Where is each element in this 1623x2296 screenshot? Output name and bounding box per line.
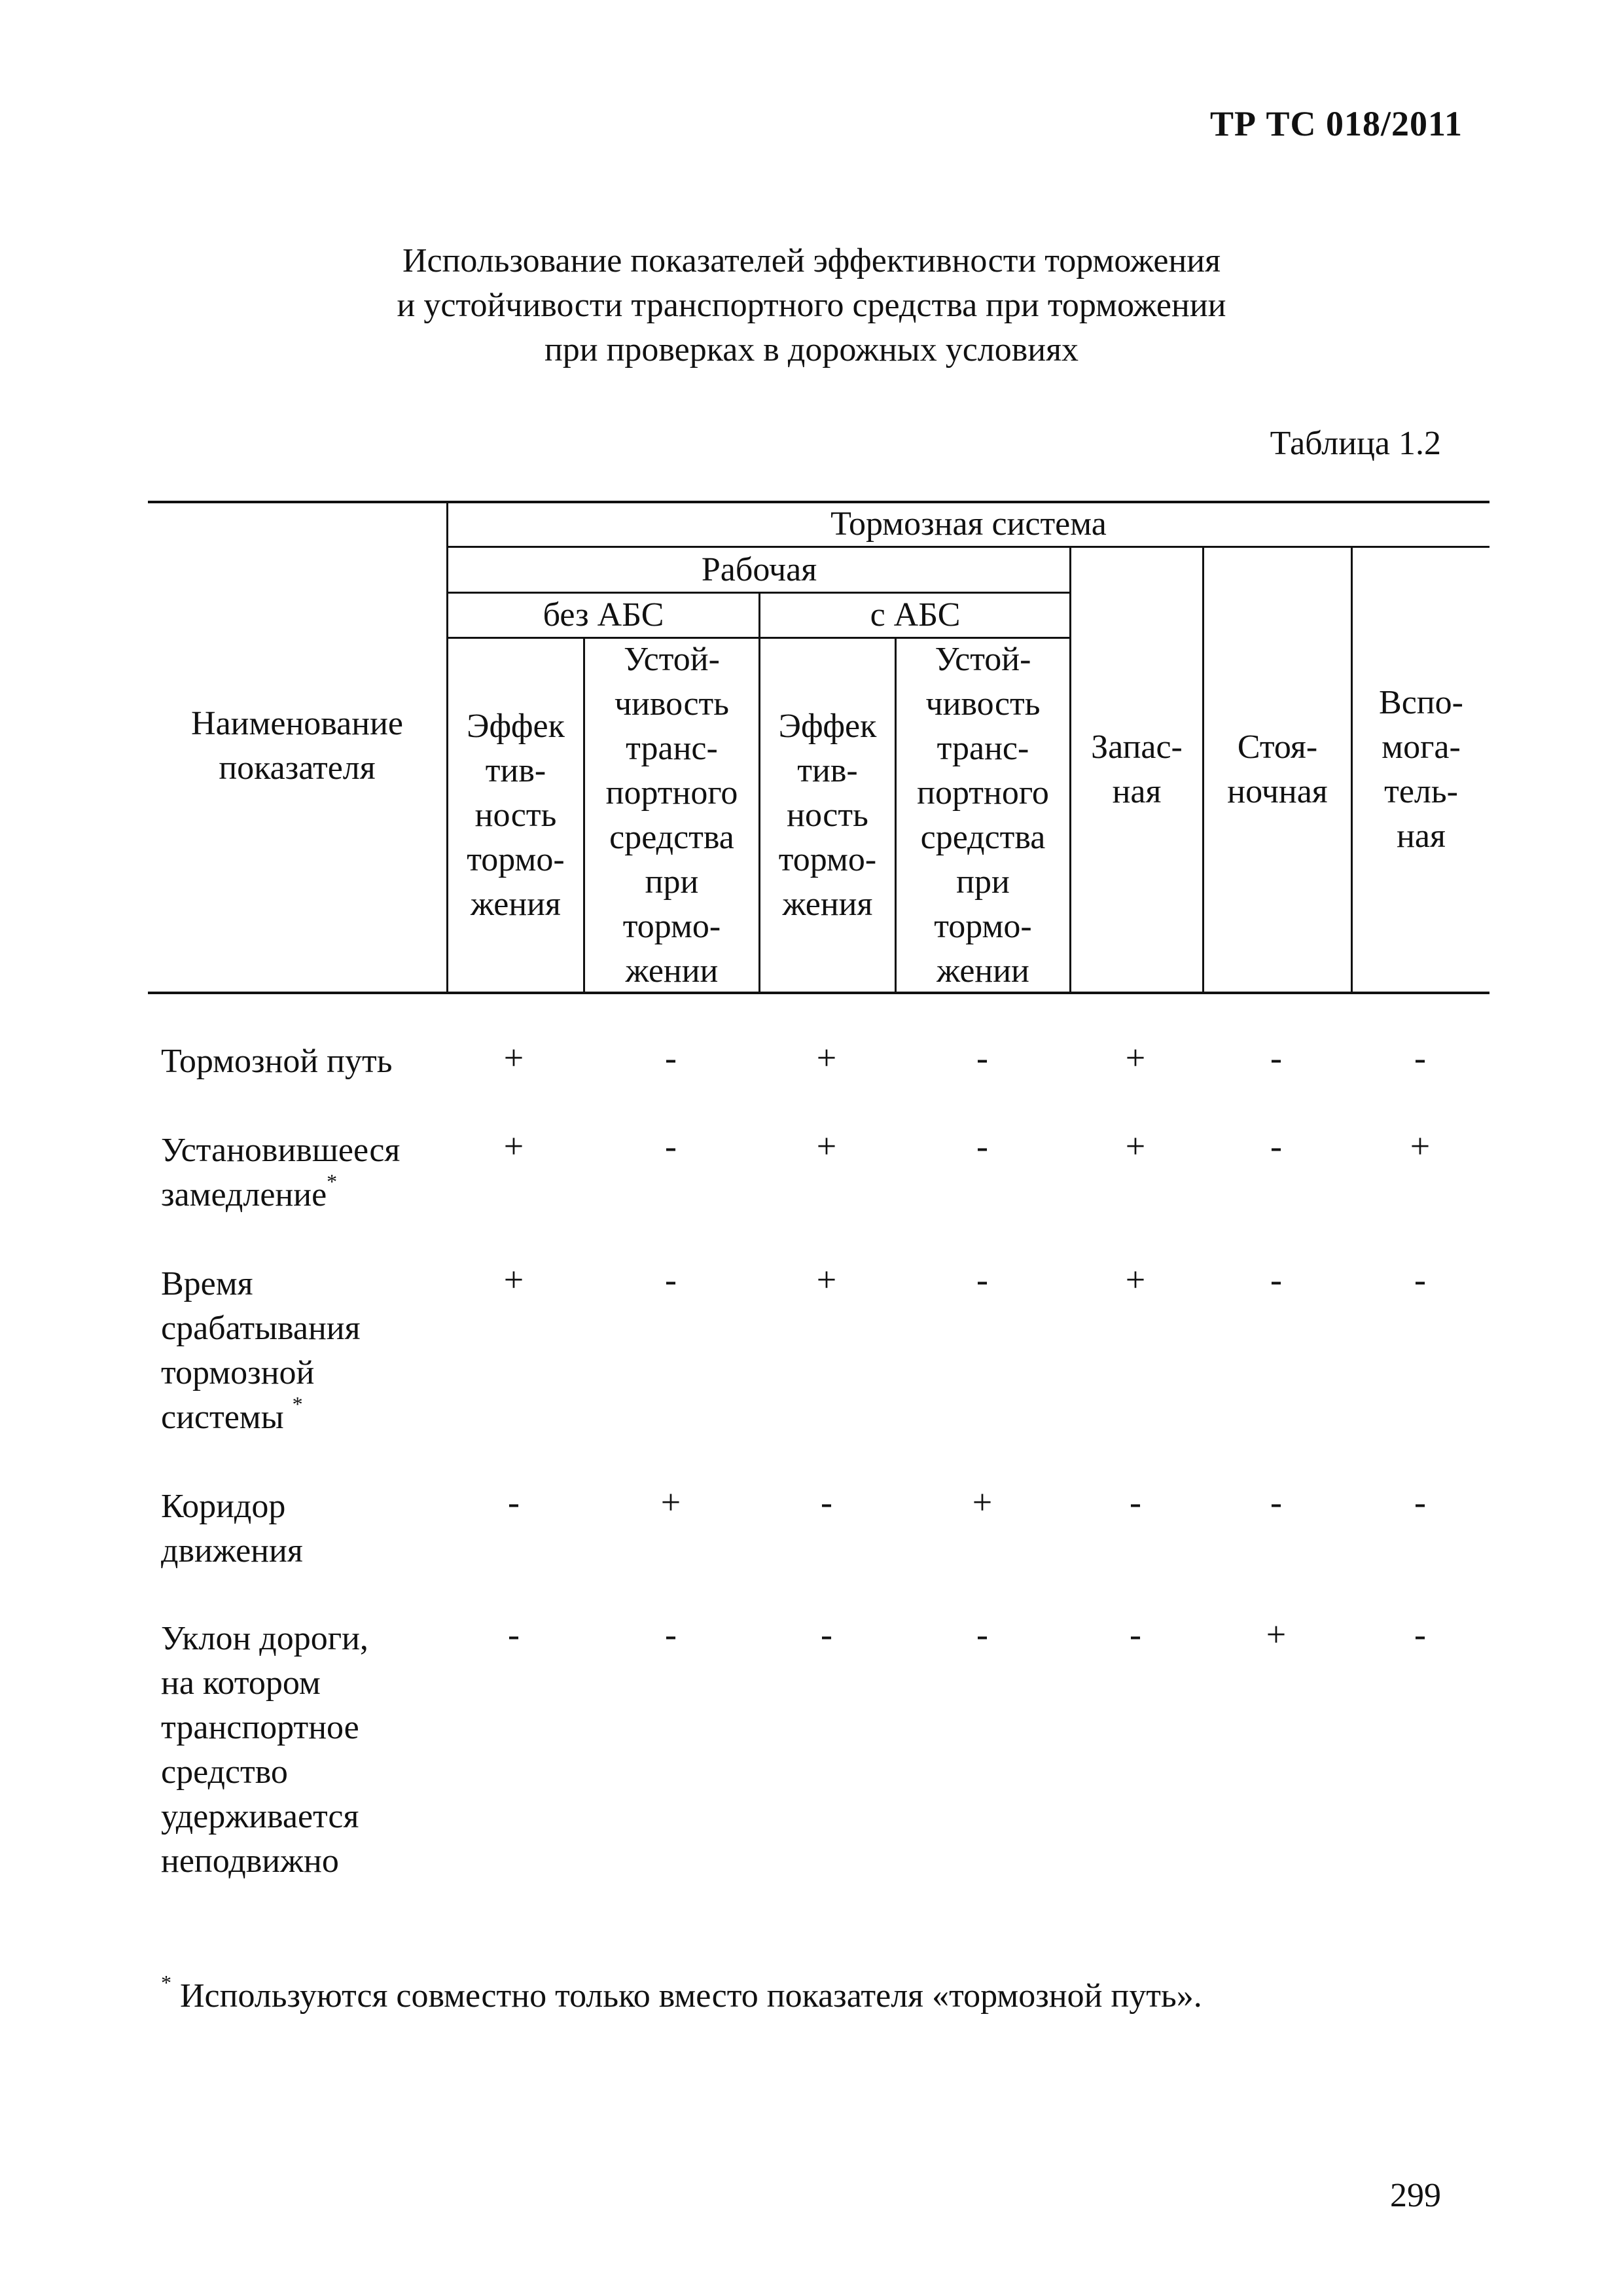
cell-value: -	[1130, 1482, 1141, 1522]
header-indicator-name: Наименование показателя	[191, 705, 403, 787]
cell-value: +	[816, 1260, 837, 1299]
header-working: Рабочая	[701, 550, 817, 588]
cell-value: +	[503, 1126, 524, 1166]
document-code: ТР ТС 018/2011	[1209, 104, 1463, 143]
cell-value: -	[976, 1126, 988, 1166]
cell-value: -	[821, 1615, 832, 1654]
cell-value: -	[1130, 1615, 1141, 1654]
page-number: 299	[1390, 2177, 1441, 2214]
header-efficiency-with-abs: Эффек тив- ность тормо- жения	[778, 707, 877, 923]
footnote-mark: *	[161, 1971, 171, 1994]
row-label-braking-distance: Тормозной путь	[161, 1043, 393, 1080]
row-label-road-slope: Уклон дороги, на котором транспортное средство удерживается неподвижно	[161, 1620, 368, 1880]
header-no-abs: без АБС	[543, 596, 664, 634]
footnote-ref: *	[327, 1170, 338, 1193]
title-line: Использование показателей эффективности торможения	[402, 242, 1221, 279]
table-header-bottom-rule	[148, 992, 1489, 994]
row-label-steady-deceleration: Установившееся замедление*	[161, 1132, 401, 1213]
cell-value: -	[508, 1615, 520, 1654]
cell-value: +	[503, 1038, 524, 1077]
cell-value: +	[972, 1482, 993, 1522]
cell-value: +	[816, 1126, 837, 1166]
cell-value: -	[665, 1126, 677, 1166]
table-label: Таблица 1.2	[1270, 425, 1441, 462]
row-label-response-time: Время срабатывания тормозной системы *	[161, 1265, 361, 1436]
cell-value: +	[503, 1260, 524, 1299]
header-with-abs: с АБС	[870, 596, 961, 634]
cell-value: -	[1270, 1038, 1282, 1077]
cell-value: +	[1125, 1260, 1146, 1299]
cell-value: -	[976, 1038, 988, 1077]
cell-value: -	[976, 1615, 988, 1654]
header-stability-no-abs: Устой- чивость транс- портного средства при тормо- жении	[605, 640, 738, 990]
row-label-traffic-corridor: Коридор движения	[161, 1488, 303, 1570]
cell-value: +	[660, 1482, 681, 1522]
cell-value: -	[508, 1482, 520, 1522]
title-line: и устойчивости транспортного средства при торможении	[397, 287, 1226, 324]
cell-value: -	[1414, 1482, 1426, 1522]
cell-value: -	[976, 1260, 988, 1299]
cell-value: -	[821, 1482, 832, 1522]
footnote	[161, 1971, 1202, 2015]
cell-value: +	[1266, 1615, 1287, 1654]
header-auxiliary: Вспо- мога- тель- ная	[1379, 684, 1463, 855]
section-title	[0, 239, 1623, 372]
footnote-ref: *	[292, 1392, 303, 1416]
cell-value: -	[1414, 1260, 1426, 1299]
cell-value: -	[1270, 1126, 1282, 1166]
footnote-text: Используются совместно только вместо показателя «тормозной путь».	[171, 1977, 1202, 2015]
cell-value: +	[816, 1038, 837, 1077]
cell-value: -	[665, 1260, 677, 1299]
cell-value: -	[665, 1038, 677, 1077]
header-parking: Стоя- ночная	[1227, 728, 1328, 810]
cell-value: -	[1414, 1038, 1426, 1077]
cell-value: -	[1270, 1482, 1282, 1522]
header-brake-system: Тормозная система	[830, 505, 1107, 543]
header-reserve: Запас- ная	[1091, 728, 1183, 810]
header-stability-with-abs: Устой- чивость транс- портного средства при тормо- жении	[917, 640, 1049, 990]
cell-value: -	[665, 1615, 677, 1654]
cell-value: +	[1125, 1038, 1146, 1077]
cell-value: +	[1125, 1126, 1146, 1166]
cell-value: -	[1414, 1615, 1426, 1654]
cell-value: -	[1270, 1260, 1282, 1299]
title-line: при проверках в дорожных условиях	[544, 331, 1079, 368]
cell-value: +	[1410, 1126, 1431, 1166]
header-efficiency-no-abs: Эффек тив- ность тормо- жения	[467, 707, 565, 923]
